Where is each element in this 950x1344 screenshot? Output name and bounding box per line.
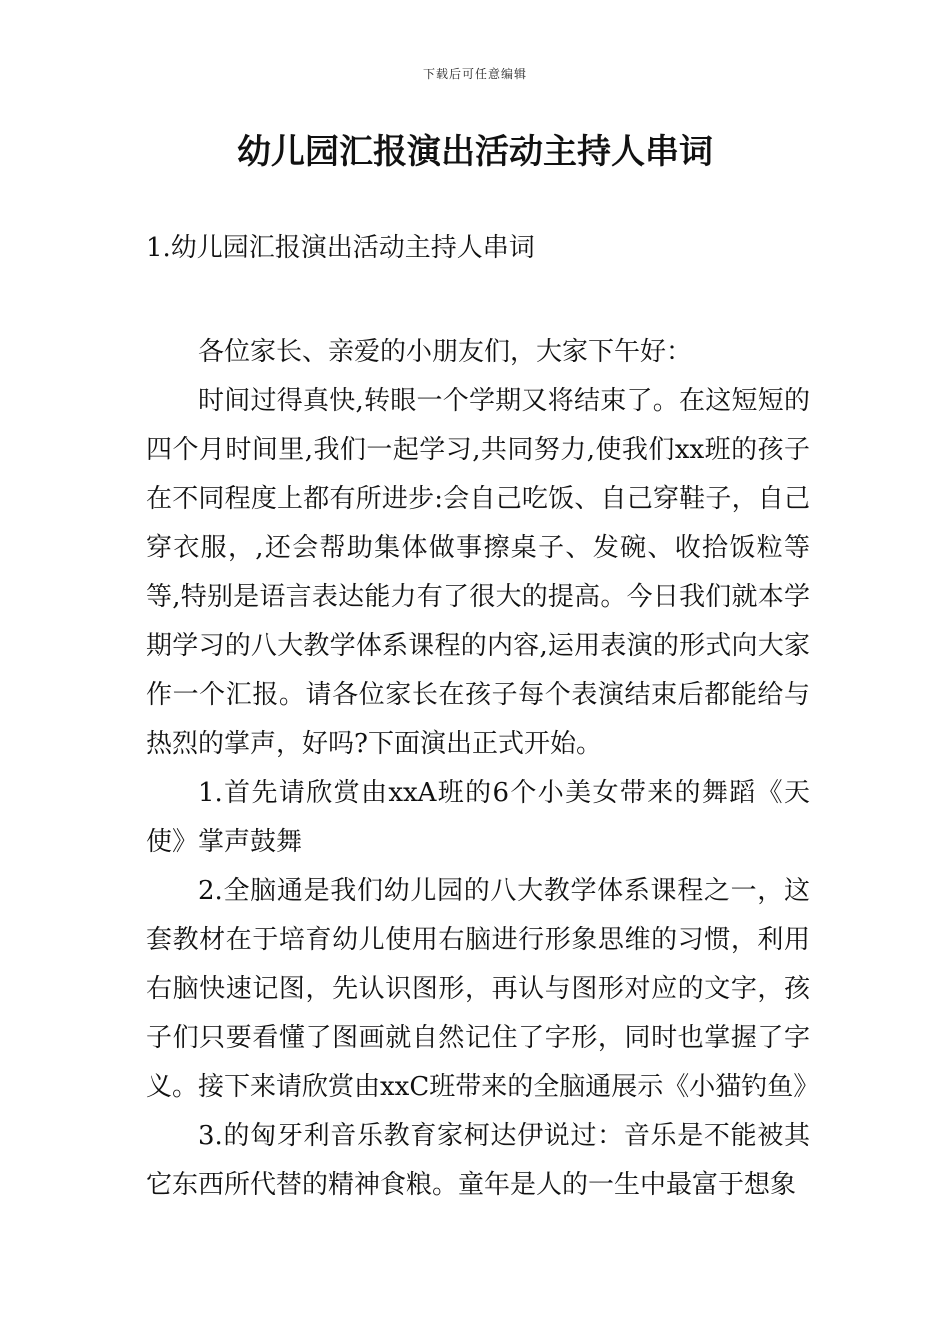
- program-item-2: 2.全脑通是我们幼儿园的八大教学体系课程之一，这套教材在于培育幼儿使用右脑进行形象思维的习惯，利用右脑快速记图，先认识图形，再认与图形对应的文字，孩子们只要看懂了图画就自然记住了字形，同时也掌握了字义。接下来请欣赏由xxC班带来的全脑通展示《小猫钓鱼》: [146, 876, 820, 1102]
- header-note: 下载后可任意编辑: [422, 67, 527, 81]
- document-title: 幼儿园汇报演出活动主持人串词: [237, 132, 713, 172]
- intro-paragraph: 时间过得真快,转眼一个学期又将结束了。在这短短的四个月时间里,我们一起学习,共同努力,使我们xx班的孩子在不同程度上都有所进步:会自己吃饭、自己穿鞋子，自己穿衣服，,还会帮助集体做事擦桌子、发碗、收拾饭粒等等,特别是语言表达能力有了很大的提高。今日我们就本学期学习的八大教学体系课程的内容,运用表演的形式向大家作一个汇报。请各位家长在孩子每个表演结束后都能给与热烈的掌声，好吗?下面演出正式开始。: [146, 386, 810, 759]
- greeting-paragraph: 各位家长、亲爱的小朋友们，大家下午好：: [198, 337, 693, 367]
- section-heading: 1.幼儿园汇报演出活动主持人串词: [146, 233, 535, 263]
- program-item-1: 1.首先请欣赏由xxA班的6个小美女带来的舞蹈《天使》掌声鼓舞: [146, 778, 810, 857]
- document-body: [146, 328, 820, 1210]
- program-item-3: 3.的匈牙利音乐教育家柯达伊说过：音乐是不能被其它东西所代替的精神食粮。童年是人的一生中最富于想象: [146, 1121, 810, 1200]
